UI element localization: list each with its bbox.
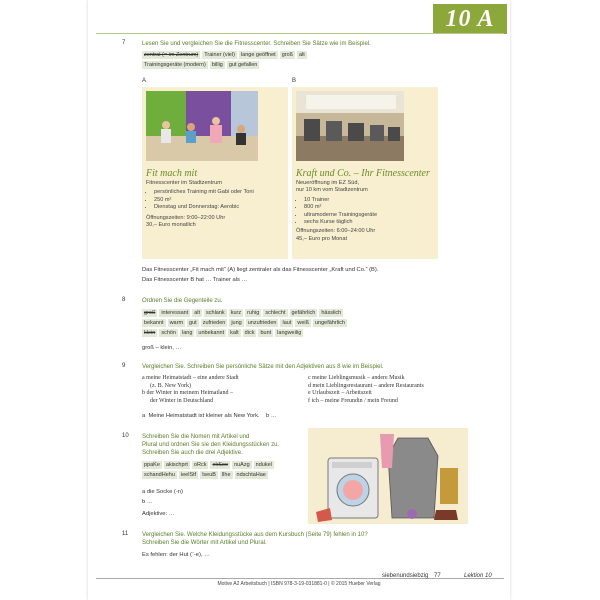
adjective-chip: unbekannt <box>198 330 225 336</box>
card-a-bullet: • persönliches Training mit Gabi oder Toni <box>154 189 286 196</box>
ex7-example2: Das Fitnesscenter B hat … Trainer als … <box>142 277 248 283</box>
page-number: 77 <box>434 573 441 579</box>
adjective-chip: lang <box>182 330 193 336</box>
footer-credit: Motive A2 Arbeitsbuch | ISBN 978-3-19-031881-0 | © 2015 Hueber Verlag <box>217 581 381 587</box>
scrambled-chip: oRck <box>193 462 207 468</box>
scrambled-chip: ndschtaHae <box>236 472 266 478</box>
footer-rule <box>96 578 504 579</box>
ex9-c: c meine Lieblingsmusik – andere Musik <box>308 375 405 381</box>
adjective-chip: bekannt <box>144 320 164 326</box>
ex10-instruction <box>142 433 332 457</box>
card-b-bullet: • sechs Kurse täglich <box>304 219 436 226</box>
card-b-price: 45,– Euro pro Monat <box>296 235 347 242</box>
word-chip: groß <box>281 52 293 58</box>
ex9-a-note: (z. B. New York) <box>150 382 191 389</box>
card-b-bullet: • ultramoderne Trainingsgeräte <box>304 212 436 219</box>
word-chip: Trainer (viel) <box>204 52 235 58</box>
ex10-b: b … <box>142 499 153 505</box>
scrambled-chip: ekSoe <box>212 462 229 468</box>
adjective-chip: schlecht <box>265 310 286 316</box>
adjective-chip: dick <box>244 330 255 336</box>
card-a-hours: Öffnungszeiten: 9:00–22:00 Uhr <box>146 214 226 221</box>
yoga-photo <box>146 91 258 161</box>
card-b <box>292 87 438 259</box>
adjective-chip: gefährlich <box>291 310 316 316</box>
ex8-number: 8 <box>122 297 126 303</box>
card-b-subtitle1: Neueröffnung im EZ Süd, <box>296 180 360 186</box>
ex9-instruction: Vergleichen Sie. Schreiben Sie persönliche Sätze mit den Adjektiven aus 8 wie im Beispiel. <box>142 364 384 370</box>
adjective-chip: ruhig <box>247 310 260 316</box>
ex9-left <box>142 375 302 405</box>
card-b-bullet: • 10 Trainer <box>304 197 436 204</box>
word-chip: Trainingsgeräte (modern) <box>144 62 206 68</box>
scrambled-chip: ieelStf <box>180 472 197 478</box>
card-a-body <box>146 180 286 229</box>
adjective-chip: alt <box>194 310 201 316</box>
word-chip: lange geöffnet <box>240 52 276 58</box>
card-b-subtitle2: nur 10 km vom Stadtzentrum <box>296 187 368 194</box>
adjective-chip: weiß <box>297 320 309 326</box>
ex9-d: d mein Lieblingsrestaurant – andere Restaurants <box>308 382 424 389</box>
ex8-instruction: Ordnen Sie die Gegenteile zu. <box>142 298 223 304</box>
adjective-chip: gut <box>189 320 197 326</box>
ex10-number: 10 <box>122 433 129 439</box>
word-chip: billig <box>211 62 223 68</box>
adjective-chip: bunt <box>260 330 272 336</box>
scrambled-chip: akischprt <box>165 462 188 468</box>
scrambled-chip: schandHehu <box>144 472 175 478</box>
ex10-instr-line1: Schreiben Sie die Nomen mit Artikel und <box>142 434 250 440</box>
ex7-wordbank <box>142 51 492 71</box>
adjective-chip: warm <box>169 320 184 326</box>
ex11-instruction <box>142 531 502 547</box>
card-b-bullet: • 800 m² <box>304 204 436 211</box>
adjective-chip: kalt <box>230 330 239 336</box>
scrambled-chip: ndukel <box>255 462 272 468</box>
ex9-example: a Meine Heimatstadt ist kleiner als New York. b … <box>142 413 277 419</box>
workbook-page <box>88 0 510 600</box>
card-a-bullet: • Dienstag und Donnerstag: Aerobic <box>154 204 286 211</box>
adjective-chip: klein <box>144 330 156 336</box>
adjective-chip: interessant <box>161 310 189 316</box>
scrambled-chip: llhe <box>221 472 231 478</box>
adjective-chip: zufrieden <box>202 320 226 326</box>
ex7-example1: Das Fitnesscenter „Fit mach mit“ (A) liegt zentraler als das Fitnesscenter „Kraft und Co.“ (B). <box>142 267 379 273</box>
ex9-b: b der Winter in meinem Heimatland – <box>142 390 233 397</box>
word-chip: zentral (= im Zentrum) <box>144 52 199 58</box>
card-a-bullet: • 250 m² <box>154 197 286 204</box>
adjective-chip: kurz <box>230 310 242 316</box>
adjective-chip: ungefährlich <box>314 320 345 326</box>
laundry-illustration <box>308 428 468 524</box>
ex11-instr-line2: Schreiben Sie die Wörter mit Artikel und Plural. <box>142 540 267 546</box>
scrambled-chip: ppaKe <box>144 462 160 468</box>
card-a-title: Fit mach mit <box>146 168 198 179</box>
adjective-chip: hässlich <box>321 310 342 316</box>
ex9-f: f ich – meine Freundin / mein Freund <box>308 397 398 404</box>
adjective-chip: laut <box>282 320 292 326</box>
unit-tab: 10 A <box>433 4 507 34</box>
ex10-adjectives: Adjektive: … <box>142 511 175 517</box>
gym-photo <box>296 91 404 161</box>
ex11-number: 11 <box>122 531 129 537</box>
card-b-body <box>296 180 436 243</box>
card-a-subtitle: Fitnesscenter im Stadtzentrum <box>146 180 222 186</box>
scrambled-chip: nuAzg <box>234 462 250 468</box>
word-chip: gut gefallen <box>228 62 258 68</box>
card-a-price: 30,– Euro monatlich <box>146 222 196 229</box>
page-word: siebenundsiebzig <box>382 573 429 579</box>
adjective-chip: schlank <box>206 310 225 316</box>
adjective-chip: groß <box>144 310 156 316</box>
card-b-hours: Öffnungszeiten: 6:00–24:00 Uhr <box>296 228 376 235</box>
ex9-a: a meine Heimatstadt – eine andere Stadt <box>142 375 239 381</box>
ex11-example: Es fehlen: der Hut (¨-e), … <box>142 552 210 558</box>
word-chip: alt <box>299 52 305 58</box>
adjective-chip: schön <box>161 330 176 336</box>
adjective-chip: unzufrieden <box>247 320 277 326</box>
ex9-right <box>308 375 488 405</box>
ex9-e: e Urlaubszeit – Arbeitszeit <box>308 390 372 397</box>
ex8-wordbank <box>142 309 502 339</box>
adjective-chip: jung <box>231 320 242 326</box>
ex8-answer: groß – klein, … <box>142 345 182 351</box>
card-a <box>142 87 288 259</box>
ex7-number: 7 <box>122 40 126 46</box>
scrambled-chip: lseuB <box>202 472 216 478</box>
lesson-label: Lektion 10 <box>464 573 492 579</box>
ex11-instr-line1: Vergleichen Sie. Welche Kleidungsstücke aus dem Kursbuch (Seite 79) fehlen in 10? <box>142 532 368 538</box>
adjective-chip: langweilig <box>277 330 302 336</box>
ex10-instr-line2: Plural und ordnen Sie sie den Kleidungsstücken zu. <box>142 442 280 448</box>
label-a: A <box>142 78 147 84</box>
label-b: B <box>292 78 297 84</box>
header-rule <box>96 33 504 34</box>
ex7-instruction: Lesen Sie und vergleichen Sie die Fitnesscenter. Schreiben Sie Sätze wie im Beispiel. <box>142 41 371 47</box>
ex10-instr-line3: Schreiben Sie auch die drei Adjektive. <box>142 450 243 456</box>
ex9-number: 9 <box>122 363 126 369</box>
ex9-b-cont: der Winter in Deutschland <box>150 397 214 404</box>
card-b-title: Kraft und Co. – Ihr Fitnesscenter <box>296 168 430 179</box>
ex10-a: a die Socke (-n) <box>142 489 183 495</box>
